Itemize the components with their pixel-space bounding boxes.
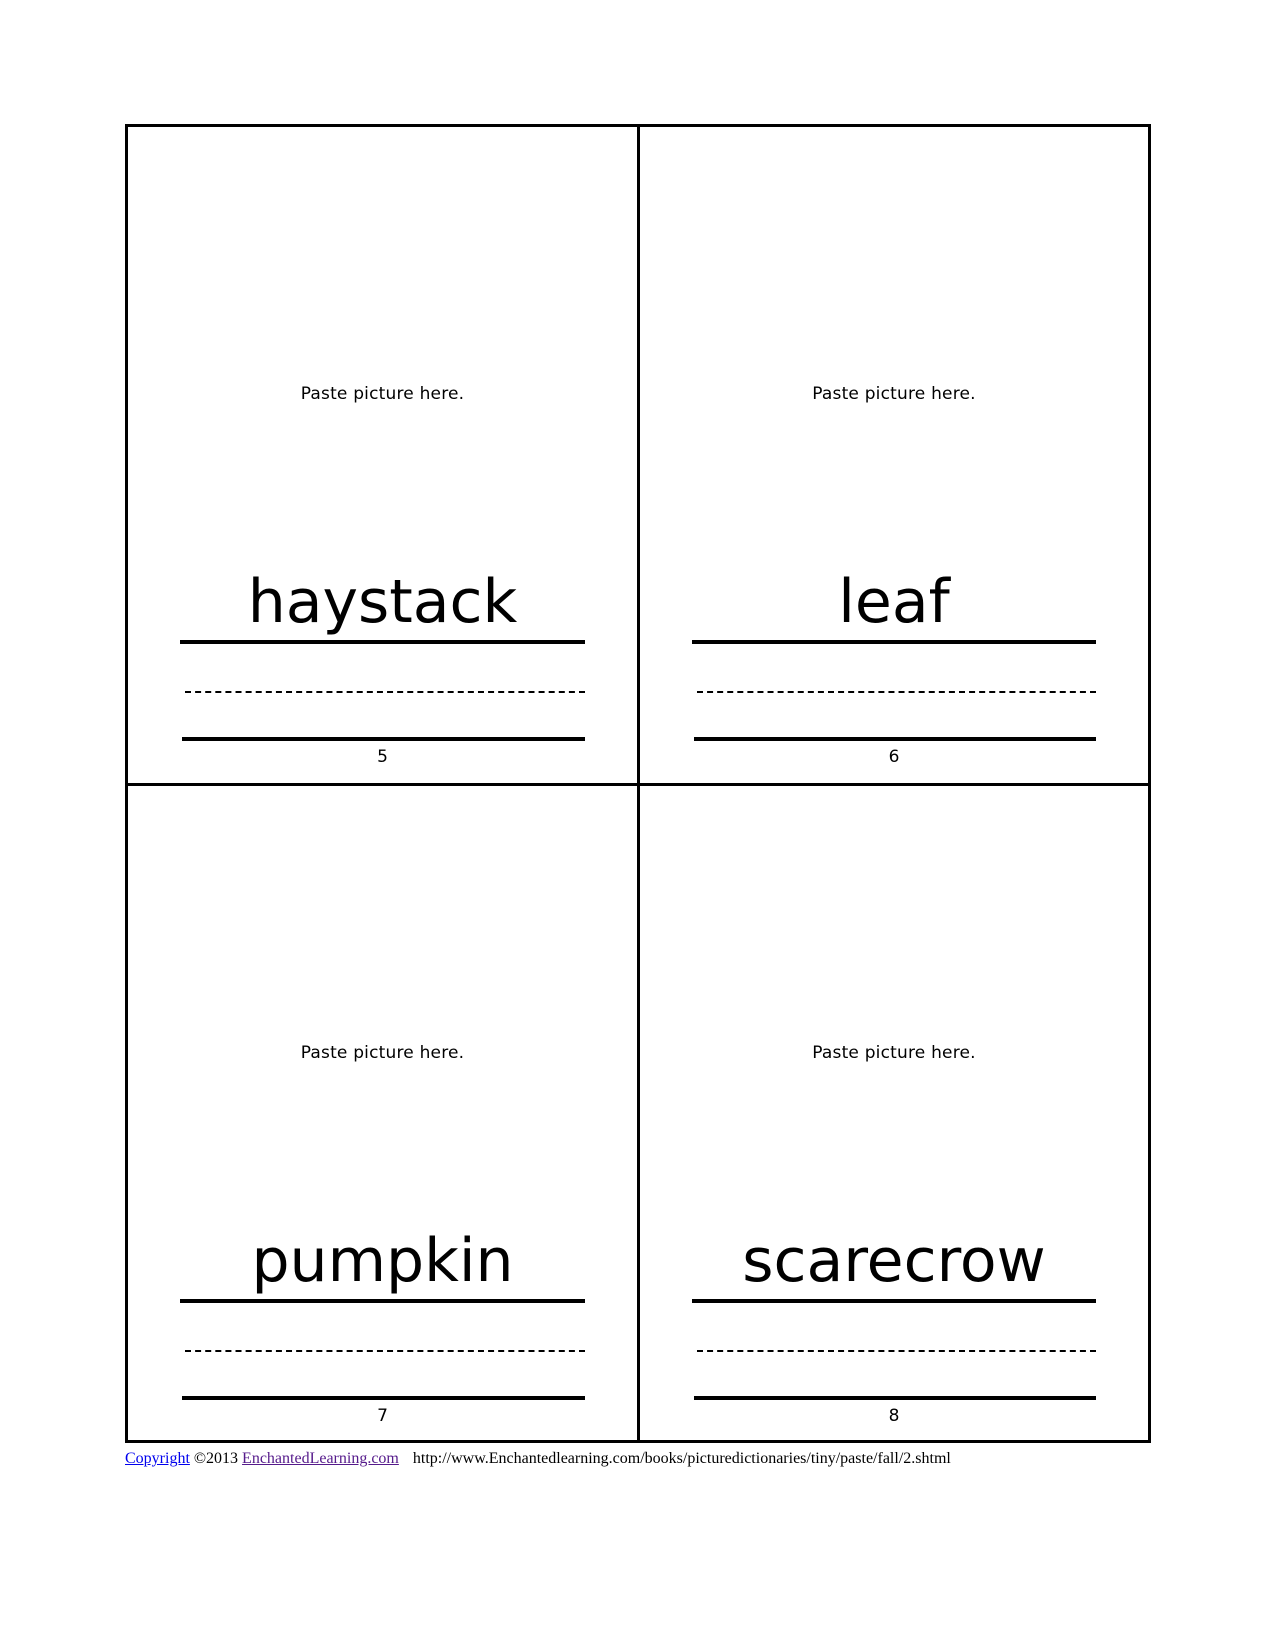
paste-picture-label: Paste picture here. — [812, 384, 976, 404]
site-link[interactable]: EnchantedLearning.com — [242, 1450, 399, 1467]
writing-baseline — [694, 1396, 1096, 1400]
writing-midline-dashed — [185, 1350, 585, 1352]
card-word: haystack — [247, 567, 518, 637]
card-pumpkin — [128, 784, 638, 1441]
writing-top-line — [692, 640, 1096, 644]
writing-top-line — [692, 1299, 1096, 1303]
page-number: 7 — [377, 1405, 388, 1426]
paste-picture-label: Paste picture here. — [812, 1042, 976, 1063]
card-leaf — [638, 127, 1148, 784]
page-number: 8 — [888, 1405, 900, 1426]
page-footer — [125, 1450, 951, 1468]
paste-picture-label: Paste picture here. — [300, 384, 465, 404]
card-word: pumpkin — [251, 1225, 514, 1296]
page-number: 6 — [888, 747, 900, 767]
writing-top-line — [180, 1299, 585, 1303]
paste-picture-label: Paste picture here. — [300, 1042, 465, 1063]
page-url: http://www.Enchantedlearning.com/books/picturedictionaries/tiny/paste/fall/2.shtml — [412, 1450, 951, 1467]
writing-baseline — [182, 737, 585, 741]
card-word: scarecrow — [742, 1225, 1046, 1296]
writing-midline-dashed — [697, 1350, 1096, 1352]
writing-top-line — [180, 640, 585, 644]
copyright-link[interactable]: Copyright — [125, 1450, 190, 1467]
copyright-year: ©2013 — [193, 1450, 239, 1467]
card-scarecrow — [638, 784, 1148, 1441]
page-number: 5 — [377, 747, 388, 767]
writing-midline-dashed — [185, 691, 585, 693]
card-haystack — [128, 127, 638, 784]
writing-midline-dashed — [697, 691, 1096, 693]
flashcard-sheet — [125, 124, 1151, 1443]
card-word: leaf — [838, 567, 950, 637]
writing-baseline — [694, 737, 1096, 741]
writing-baseline — [182, 1396, 585, 1400]
